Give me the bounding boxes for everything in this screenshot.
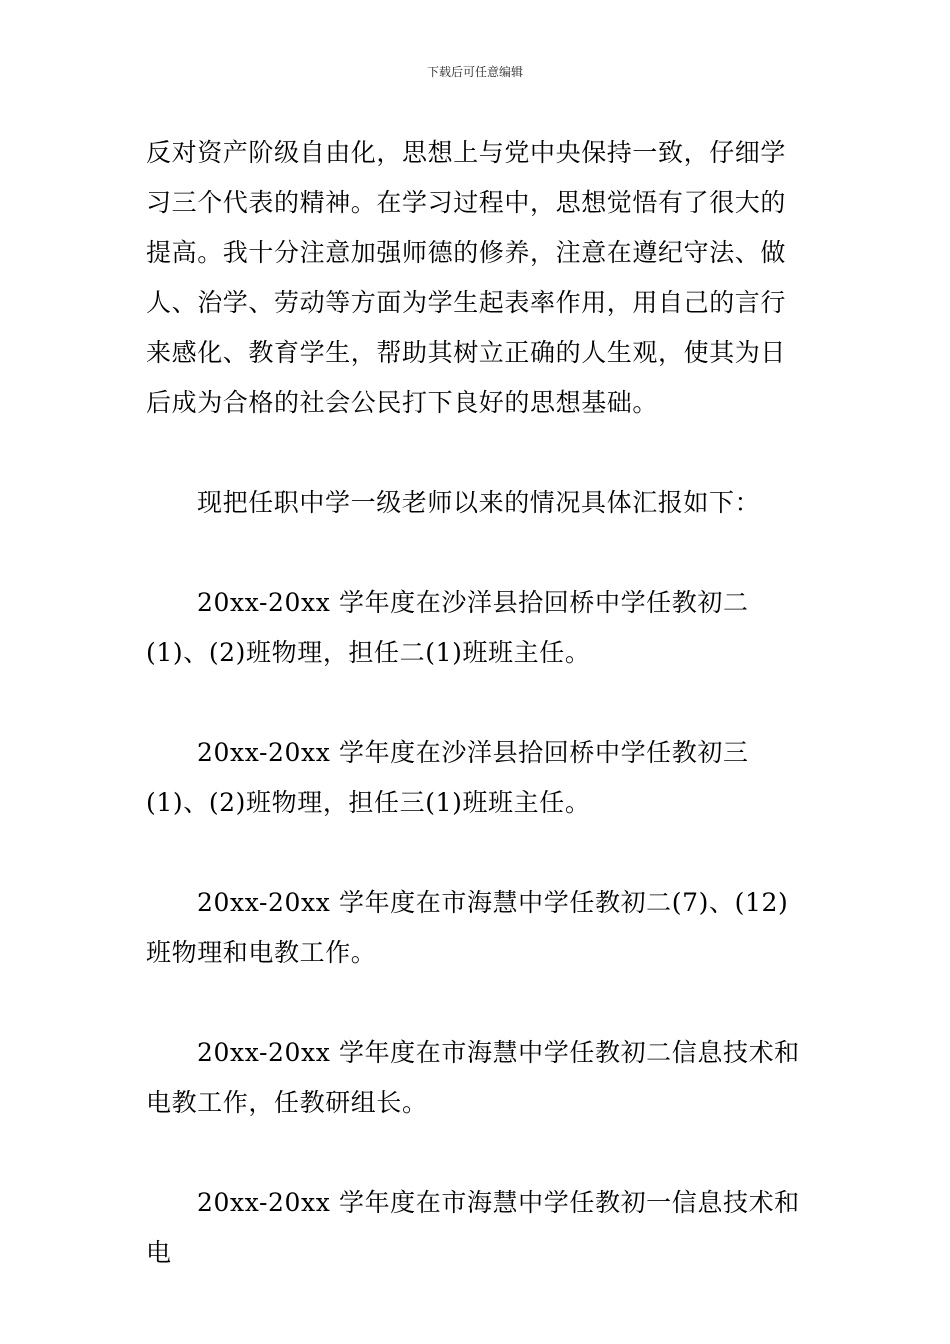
page-header-note: 下载后可任意编辑 <box>426 65 523 79</box>
document-body <box>146 128 808 1278</box>
paragraph-year-2: 20xx-20xx 学年度在沙洋县拾回桥中学任教初三(1)、(2)班物理，担任三(1)班班主任。 <box>146 738 749 817</box>
paragraph-ideology: 反对资产阶级自由化，思想上与党中央保持一致，仔细学习三个代表的精神。在学习过程中，思想觉悟有了很大的提高。我十分注意加强师德的修养，注意在遵纪守法、做人、治学、劳动等方面为学生起表率作用，用自己的言行来感化、教育学生，帮助其树立正确的人生观，使其为日后成为合格的社会公民打下良好的思想基础。 <box>146 138 787 417</box>
paragraph-year-3: 20xx-20xx 学年度在市海慧中学任教初二(7)、(12)班物理和电教工作。 <box>146 888 789 967</box>
paragraph-year-5: 20xx-20xx 学年度在市海慧中学任教初一信息技术和电 <box>146 1188 800 1267</box>
paragraph-year-1: 20xx-20xx 学年度在沙洋县拾回桥中学任教初二(1)、(2)班物理，担任二(1)班班主任。 <box>146 588 749 667</box>
paragraph-year-4: 20xx-20xx 学年度在市海慧中学任教初二信息技术和电教工作，任教研组长。 <box>146 1038 800 1117</box>
paragraph-report-intro: 现把任职中学一级老师以来的情况具体汇报如下： <box>197 488 761 517</box>
